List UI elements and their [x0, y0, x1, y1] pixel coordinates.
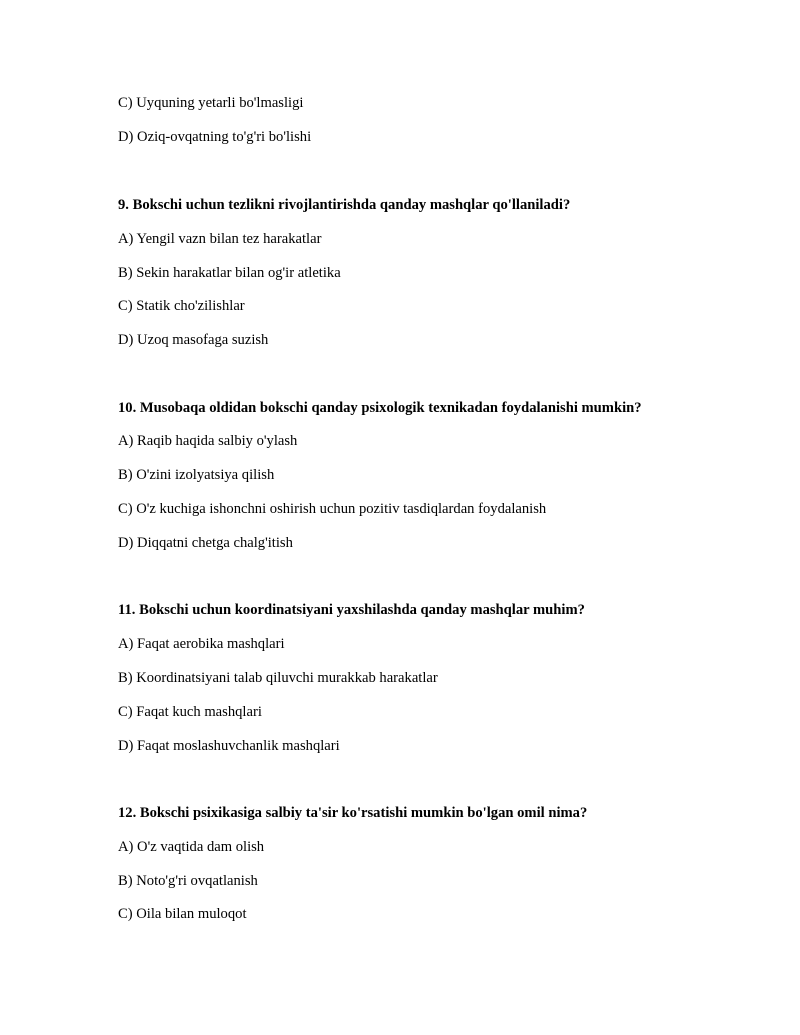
option-11a: A) Faqat aerobika mashqlari	[118, 636, 285, 652]
option-10a: A) Raqib haqida salbiy o'ylash	[118, 433, 298, 449]
option-11d: D) Faqat moslashuvchanlik mashqlari	[118, 738, 340, 754]
question-11: 11. Bokschi uchun koordinatsiyani yaxshilashda qanday mashqlar muhim?	[118, 602, 585, 618]
question-12: 12. Bokschi psixikasiga salbiy ta'sir ko'rsatishi mumkin bo'lgan omil nima?	[118, 805, 588, 821]
option-9d: D) Uzoq masofaga suzish	[118, 332, 269, 348]
option-9b: B) Sekin harakatlar bilan og'ir atletika	[118, 265, 341, 281]
option-11b: B) Koordinatsiyani talab qiluvchi murakkab harakatlar	[118, 670, 438, 686]
question-10: 10. Musobaqa oldidan bokschi qanday psixologik texnikadan foydalanishi mumkin?	[118, 400, 642, 416]
option-12b: B) Noto'g'ri ovqatlanish	[118, 873, 258, 889]
question-9: 9. Bokschi uchun tezlikni rivojlantirishda qanday mashqlar qo'llaniladi?	[118, 197, 571, 213]
option-8d: D) Oziq-ovqatning to'g'ri bo'lishi	[118, 129, 312, 145]
option-12a: A) O'z vaqtida dam olish	[118, 839, 265, 855]
option-8c: C) Uyquning yetarli bo'lmasligi	[118, 95, 304, 111]
option-12c: C) Oila bilan muloqot	[118, 906, 247, 922]
option-11c: C) Faqat kuch mashqlari	[118, 704, 262, 720]
option-9a: A) Yengil vazn bilan tez harakatlar	[118, 231, 322, 247]
option-10b: B) O'zini izolyatsiya qilish	[118, 467, 275, 483]
option-10c: C) O'z kuchiga ishonchni oshirish uchun pozitiv tasdiqlardan foydalanish	[118, 501, 547, 517]
option-9c: C) Statik cho'zilishlar	[118, 298, 245, 314]
option-10d: D) Diqqatni chetga chalg'itish	[118, 535, 293, 551]
